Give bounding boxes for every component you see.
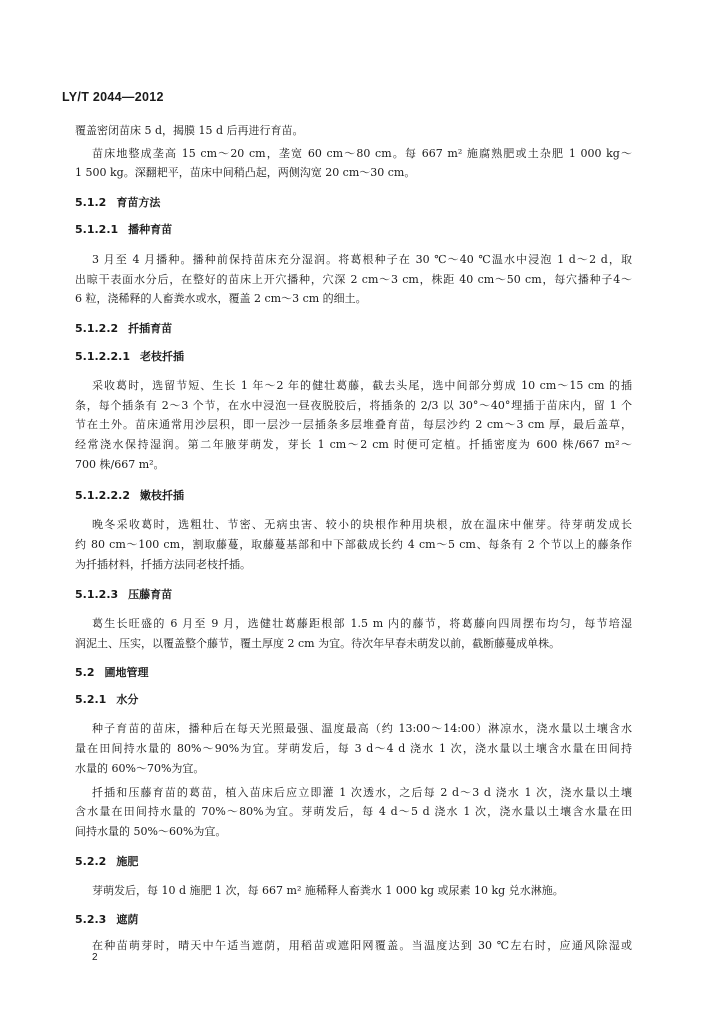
section-heading-5-1-2-2-1 bbox=[75, 350, 184, 364]
text-line: 1 500 kg。深翻耙平，苗床中间稍凸起，两侧沟宽 20 cm～30 cm。 bbox=[75, 166, 416, 179]
text-line: 间持水量的 50%～60%为宜。 bbox=[75, 825, 227, 838]
text-line: 6 粒，浇稀释的人畜粪水或水，覆盖 2 cm～3 cm 的细土。 bbox=[75, 292, 367, 305]
section-heading-5-1-2 bbox=[75, 196, 160, 210]
text-line: 润泥土、压实，以覆盖整个藤节，覆土厚度 2 cm 为宜。待次年早春未萌发以前，截断藤蔓成单株。 bbox=[75, 637, 561, 650]
text-line: 为扦插材料，扦插方法同老枝扦插。 bbox=[75, 558, 251, 571]
section-title: 嫩枝扦插 bbox=[139, 489, 184, 502]
section-number: 5.1.2.2.1 bbox=[75, 350, 130, 363]
text-line: 量在田间持水量的 80%～90%为宜。芽萌发后，每 3 d～4 d 浇水 1 次，浇水量以土壤含水量在田间持 bbox=[75, 742, 632, 755]
section-title: 遮荫 bbox=[116, 913, 139, 926]
section-title: 施肥 bbox=[116, 855, 139, 868]
section-heading-5-2-1 bbox=[75, 693, 138, 707]
text-line: 含水量在田间持水量的 70%～80%为宜。芽萌发后，每 4 d～5 d 浇水 1 次，浇水量以土壤含水量在田 bbox=[75, 805, 632, 818]
page-number: 2 bbox=[92, 952, 98, 963]
text-line: 采收葛时，选留节短、生长 1 年～2 年的健壮葛藤，截去头尾，选中间部分剪成 10 cm～15 cm 的插 bbox=[92, 379, 632, 392]
text-line: 在种苗萌芽时，晴天中午适当遮荫，用稻苗或遮阳网覆盖。当温度达到 30 ℃左右时，应通风除湿或 bbox=[92, 939, 632, 952]
section-number: 5.1.2.1 bbox=[75, 223, 119, 236]
section-heading-5-2-2 bbox=[75, 855, 138, 869]
text-line: 3 月至 4 月播种。播种前保持苗床充分湿润。将葛根种子在 30 ℃～40 ℃温水中浸泡 1 d～2 d，取 bbox=[92, 253, 632, 266]
section-title: 圃地管理 bbox=[104, 666, 149, 679]
text-line: 出晾干表面水分后，在整好的苗床上开穴播种，穴深 2 cm～3 cm，株距 40 cm～50 cm，每穴播种子4～ bbox=[75, 273, 632, 286]
section-title: 老枝扦插 bbox=[139, 350, 184, 363]
text-line: 扦插和压藤育苗的葛苗，植入苗床后应立即灌 1 次透水，之后每 2 d～3 d 浇水 1 次，浇水量以土壤 bbox=[92, 786, 632, 799]
section-number: 5.1.2 bbox=[75, 196, 107, 209]
text-line: 节在土外。苗床通常用沙层积，即一层沙一层插条多层堆叠育苗，每层沙约 2 cm～3 cm 厚，最后盖草， bbox=[75, 418, 632, 431]
text-line: 苗床地整成垄高 15 cm～20 cm，垄宽 60 cm～80 cm。每 667 m² 施腐熟肥或土杂肥 1 000 kg～ bbox=[92, 147, 632, 160]
text-line: 种子育苗的苗床，播种后在每天光照最强、温度最高（约 13:00～14:00）淋凉水，浇水量以土壤含水 bbox=[92, 722, 632, 735]
section-heading-5-1-2-3 bbox=[75, 588, 172, 602]
section-title: 育苗方法 bbox=[116, 196, 161, 209]
text-line: 经常浇水保持湿润。第二年腋芽萌发，芽长 1 cm～2 cm 时便可定植。扦插密度为 600 株/667 m²～ bbox=[75, 438, 632, 451]
section-heading-5-2 bbox=[75, 666, 149, 680]
section-title: 压藤育苗 bbox=[128, 588, 173, 601]
text-line: 覆盖密闭苗床 5 d，揭膜 15 d 后再进行育苗。 bbox=[75, 124, 304, 137]
text-line: 700 株/667 m²。 bbox=[75, 458, 165, 471]
text-line: 条，每个插条有 2～3 个节，在水中浸泡一昼夜脱胶后，将插条的 2/3 以 30°～40°埋插于苗床内，留 1 个 bbox=[75, 399, 632, 412]
section-heading-5-2-3 bbox=[75, 913, 138, 927]
text-line: 约 80 cm～100 cm，割取藤蔓，取藤蔓基部和中下部截成长约 4 cm～5 cm、每条有 2 个节以上的藤条作 bbox=[75, 538, 632, 551]
text-line: 葛生长旺盛的 6 月至 9 月，选健壮葛藤距根部 1.5 m 内的藤节，将葛藤向四周摆布均匀，每节培湿 bbox=[92, 617, 632, 630]
section-heading-5-1-2-1 bbox=[75, 223, 172, 237]
section-number: 5.2.3 bbox=[75, 913, 107, 926]
section-number: 5.2.2 bbox=[75, 855, 107, 868]
section-heading-5-1-2-2 bbox=[75, 322, 172, 336]
text-line: 晚冬采收葛时，选粗壮、节密、无病虫害、较小的块根作种用块根，放在温床中催芽。待芽萌发成长 bbox=[92, 518, 632, 531]
standard-code: LY/T 2044—2012 bbox=[62, 90, 164, 104]
section-number: 5.1.2.2 bbox=[75, 322, 119, 335]
section-title: 播种育苗 bbox=[128, 223, 173, 236]
section-title: 扦插育苗 bbox=[128, 322, 173, 335]
section-heading-5-1-2-2-2 bbox=[75, 489, 184, 503]
section-number: 5.2 bbox=[75, 666, 95, 679]
section-title: 水分 bbox=[116, 693, 139, 706]
section-number: 5.2.1 bbox=[75, 693, 107, 706]
section-number: 5.1.2.3 bbox=[75, 588, 119, 601]
text-line: 水量的 60%～70%为宜。 bbox=[75, 762, 205, 775]
section-number: 5.1.2.2.2 bbox=[75, 489, 130, 502]
text-line: 芽萌发后，每 10 d 施肥 1 次，每 667 m² 施稀释人畜粪水 1 000 kg 或尿素 10 kg 兑水淋施。 bbox=[92, 884, 564, 897]
